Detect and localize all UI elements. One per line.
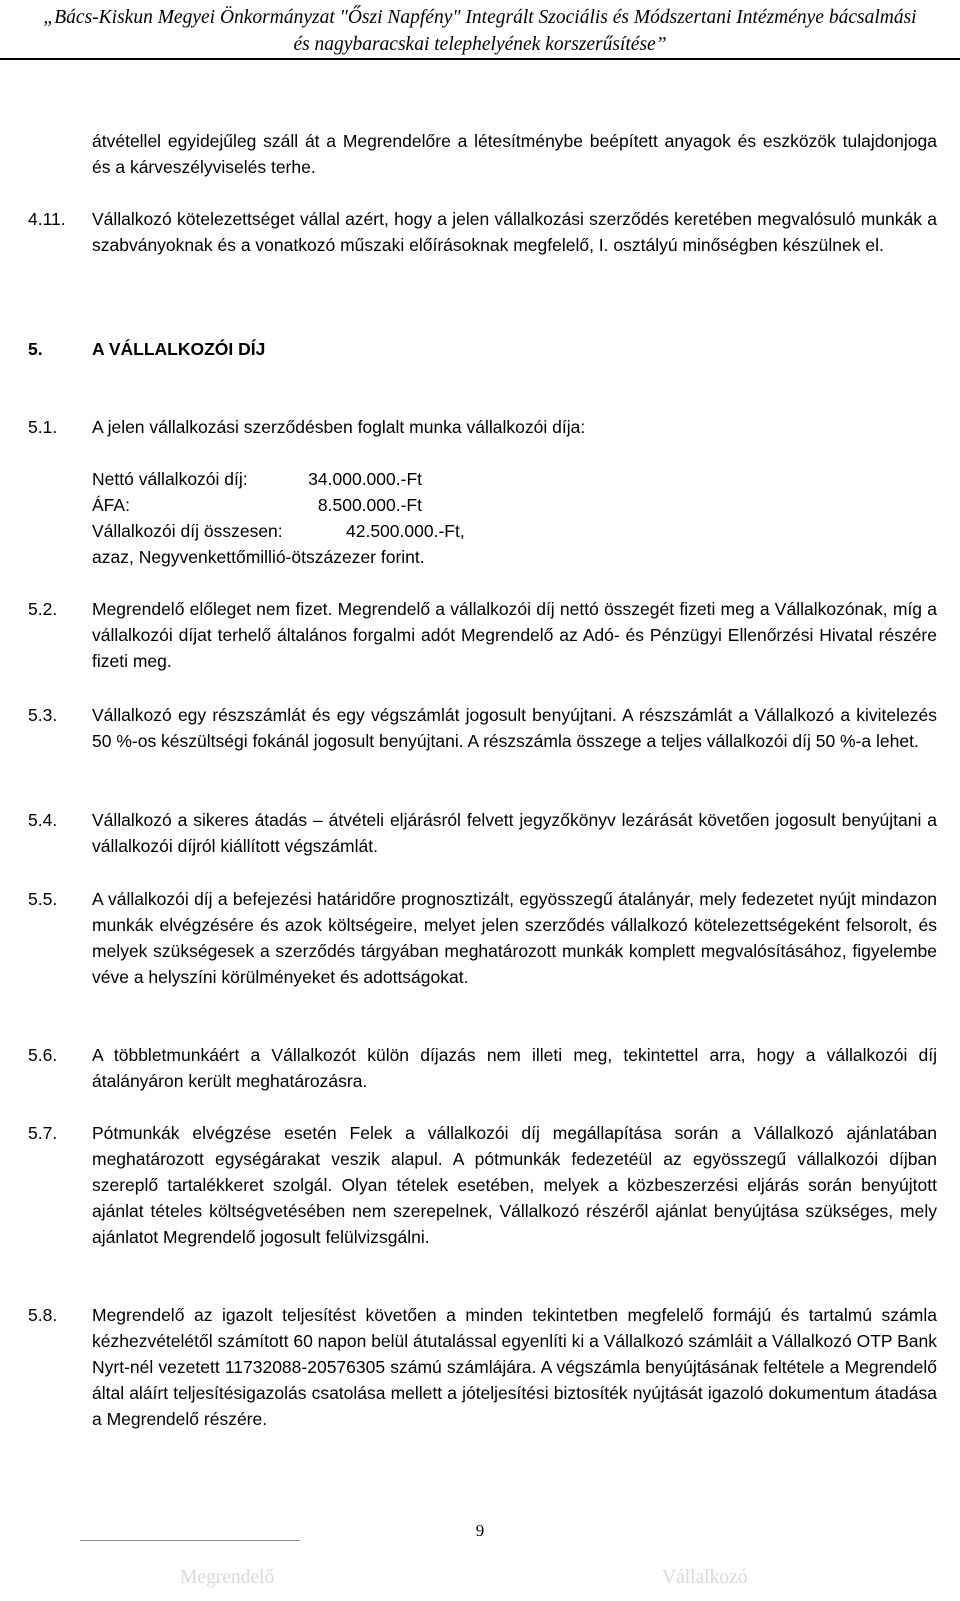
clause-text: A többletmunkáért a Vállalkozót külön díjazás nem illeti meg, tekintettel arra, hogy a vállalkozói díj átalányáron került meghatározásra. bbox=[92, 1045, 937, 1091]
clause-text: Megrendelő előleget nem fizet. Megrendelő a vállalkozói díj nettó összegét fizeti meg a Vállalkozónak, míg a vállalkozói díjat terhelő általános forgalmi adót Megrendelő az Adó- és Pénzügyi Ellenőrzési Hivatal részére fizeti meg. bbox=[92, 599, 937, 671]
clause-number: 5.7. bbox=[28, 1123, 58, 1143]
footer-divider bbox=[80, 1540, 300, 1541]
clause-text: A jelen vállalkozási szerződésben foglalt munka vállalkozói díja: bbox=[92, 417, 586, 437]
amount-value: 8.500.000.-Ft bbox=[317, 495, 422, 515]
footer-party-left: Megrendelő bbox=[180, 1567, 275, 1588]
document-header bbox=[0, 4, 960, 58]
amount-row-total bbox=[92, 518, 465, 544]
clause-number: 4.11. bbox=[28, 209, 66, 229]
clause-text: Vállalkozó kötelezettséget vállal azért, hogy a jelen vállalkozási szerződés keretében megvalósuló munkák a szabványoknak és a vonatkozó műszaki előírásoknak megfelelő, I. osztályú minőségben készülnek el. bbox=[92, 209, 937, 255]
amount-value: 42.500.000.-Ft, bbox=[346, 521, 465, 541]
amount-row-net bbox=[92, 466, 425, 492]
header-line-1: „Bács-Kiskun Megyei Önkormányzat "Őszi Napfény" Integrált Szociális és Módszertani Intézménye bácsalmási bbox=[43, 7, 917, 28]
header-divider bbox=[0, 58, 960, 60]
fee-amounts bbox=[92, 466, 465, 570]
section-number: 5. bbox=[28, 339, 43, 359]
amount-label: ÁFA: bbox=[92, 495, 130, 515]
amount-label: Nettó vállalkozói díj: bbox=[92, 469, 248, 489]
clause-text: Vállalkozó a sikeres átadás – átvételi eljárásról felvett jegyzőkönyv lezárását követően jogosult benyújtani a vállalkozói díjról kiállított végszámlát. bbox=[92, 810, 937, 856]
clause-number: 5.4. bbox=[28, 810, 58, 830]
amount-row-vat bbox=[92, 492, 425, 518]
clause-number: 5.1. bbox=[28, 417, 58, 437]
clause-number: 5.6. bbox=[28, 1045, 58, 1065]
clause-number: 5.3. bbox=[28, 705, 58, 725]
amount-in-words: azaz, Negyvenkettőmillió-ötszázezer forint. bbox=[92, 547, 425, 567]
carryover-paragraph: átvétellel egyidejűleg száll át a Megrendelőre a létesítménybe beépített anyagok és eszközök tulajdonjoga és a kárveszélyviselés terhe. bbox=[92, 131, 937, 177]
page-number: 9 bbox=[475, 1521, 485, 1540]
header-line-2: és nagybaracskai telephelyének korszerűsítése” bbox=[293, 34, 667, 55]
clause-number: 5.2. bbox=[28, 599, 58, 619]
clause-number: 5.8. bbox=[28, 1305, 58, 1325]
section-title: A VÁLLALKOZÓI DÍJ bbox=[92, 339, 266, 359]
clause-text: Vállalkozó egy részszámlát és egy végszámlát jogosult benyújtani. A részszámlát a Vállalkozó a kivitelezés 50 %-os készültségi fokánál jogosult benyújtani. A részszámla összege a teljes vállalkozói díj 50 %-a lehet. bbox=[92, 705, 937, 751]
clause-text: Megrendelő az igazolt teljesítést követően a minden tekintetben megfelelő formájú és tartalmú számla kézhezvételétől számított 60 napon belül átutalással egyenlíti ki a Vállalkozó számláit a Vállalkozó OTP Bank Nyrt-nél vezetett 11732088-20576305 számú számlájára. A végszámla benyújtásának feltétele a Megrendelő által aláírt teljesítésigazolás csatolása mellett a jóteljesítési biztosíték nyújtását igazoló dokumentum átadása a Megrendelő részére. bbox=[92, 1305, 937, 1429]
amount-label: Vállalkozói díj összesen: bbox=[92, 521, 283, 541]
clause-text: A vállalkozói díj a befejezési határidőre prognosztizált, egyösszegű átalányár, mely fedezetet nyújt mindazon munkák elvégzésére és azok költségeire, melyet jelen szerződés vállalkozó kötelezettségeként felsorolt, és melyek szükségesek a szerződés tárgyában meghatározott munkák komplett megvalósításához, figyelembe véve a helyszíni körülményeket és adottságokat. bbox=[92, 889, 937, 987]
clause-number: 5.5. bbox=[28, 889, 58, 909]
clause-text: Pótmunkák elvégzése esetén Felek a vállalkozói díj megállapítása során a Vállalkozó ajánlatában meghatározott egységárakat veszik alapul. A pótmunkák fedezetéül az egyösszegű vállalkozói díjban szereplő tartalékkeret szolgál. Olyan tételek esetében, melyek a közbeszerzési eljárás során benyújtott ajánlat tételes költségvetésében nem szerepelnek, Vállalkozó részéről ajánlat benyújtása szükséges, mely ajánlatot Megrendelő jogosult felülvizsgálni. bbox=[92, 1123, 937, 1247]
footer-party-right: Vállalkozó bbox=[662, 1567, 748, 1588]
amount-value: 34.000.000.-Ft bbox=[308, 469, 422, 489]
